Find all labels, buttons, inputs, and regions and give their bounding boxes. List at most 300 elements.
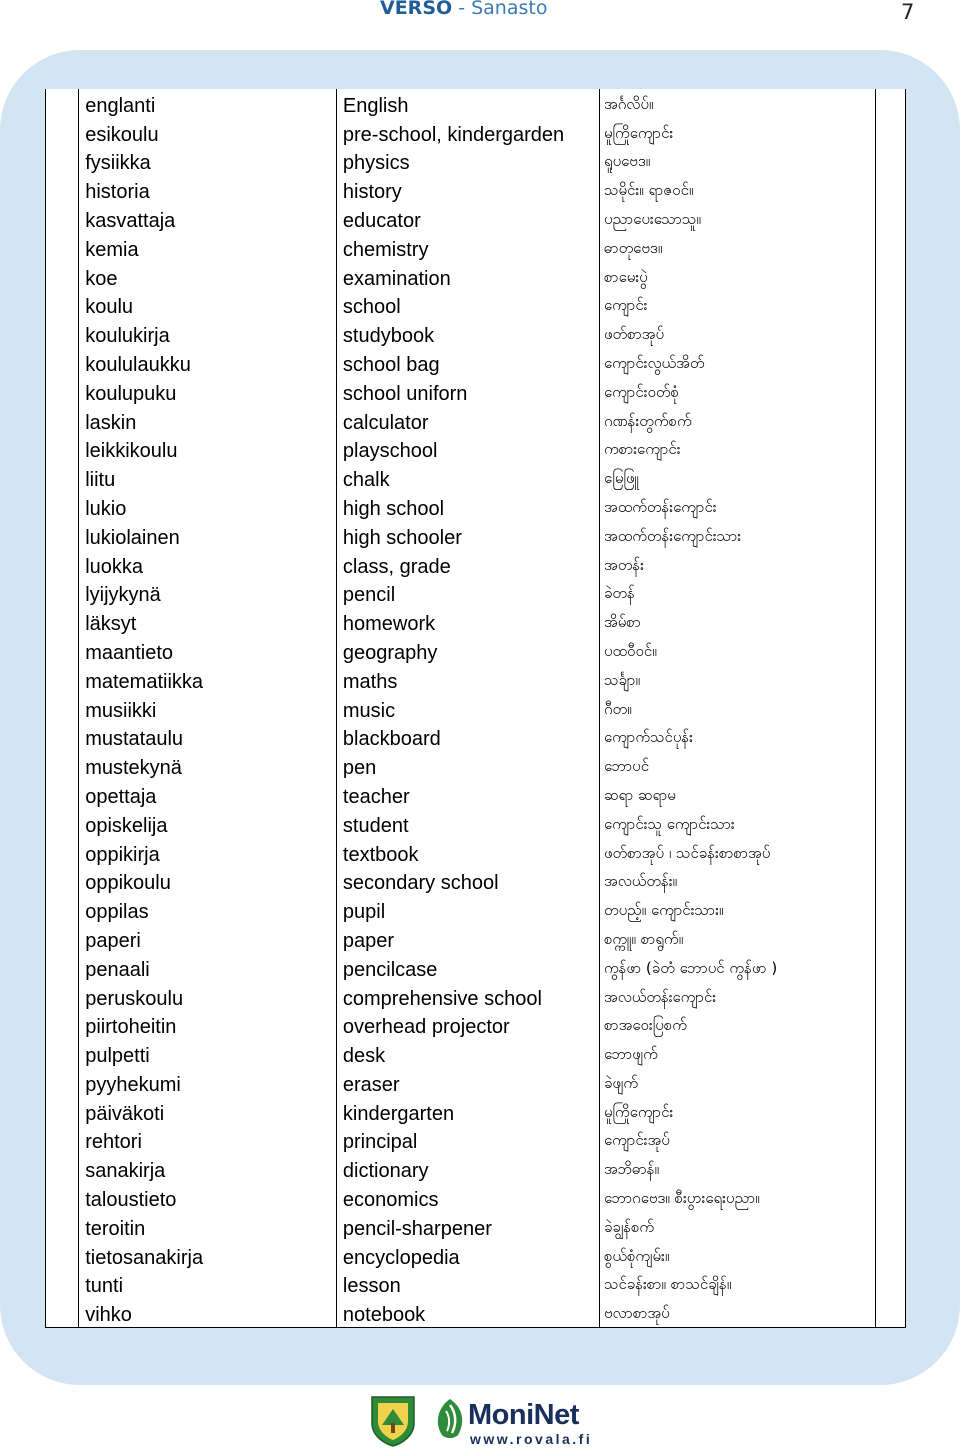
finnish-word: penaali	[85, 958, 150, 981]
finnish-word: englanti	[85, 94, 156, 117]
burmese-word: အထက်တန်းကျောင်း	[603, 497, 717, 516]
english-word-cell	[336, 147, 599, 176]
row-end-cell-cell	[875, 665, 905, 694]
burmese-word-cell	[599, 895, 875, 924]
english-word-cell	[336, 838, 599, 867]
row-end-cell-cell	[875, 1039, 905, 1068]
burmese-word-cell	[599, 1241, 875, 1270]
finnish-word: paperi	[85, 929, 141, 952]
burmese-word-cell	[599, 175, 875, 204]
table-row	[46, 521, 906, 550]
finnish-word: musiikki	[85, 699, 157, 722]
finnish-word-cell	[79, 982, 337, 1011]
burmese-word: စာအဝေးပြစက်	[603, 1016, 687, 1035]
table-row	[46, 607, 906, 636]
burmese-word-cell	[599, 1097, 875, 1126]
row-gutter-cell-cell	[46, 406, 79, 435]
finnish-word: teroitin	[85, 1217, 146, 1240]
row-end-cell-cell	[875, 607, 905, 636]
row-gutter-cell-cell	[46, 780, 79, 809]
finnish-word-cell	[79, 492, 337, 521]
burmese-word: အလယ်တန်း။	[603, 872, 678, 891]
table-row	[46, 579, 906, 608]
burmese-word-cell	[599, 1011, 875, 1040]
row-gutter-cell-cell	[46, 1011, 79, 1040]
table-row	[46, 809, 906, 838]
moninet-logo	[432, 1397, 602, 1452]
english-word: homework	[342, 613, 436, 636]
finnish-word-cell	[79, 694, 337, 723]
english-word: teacher	[342, 785, 410, 808]
finnish-word: pulpetti	[85, 1045, 150, 1068]
english-word-cell	[336, 895, 599, 924]
row-end-cell-cell	[875, 175, 905, 204]
row-gutter-cell-cell	[46, 982, 79, 1011]
english-word: pencil	[342, 584, 396, 607]
table-row	[46, 147, 906, 176]
burmese-word: မူကြိုကျောင်း	[603, 1102, 674, 1121]
row-gutter-cell-cell	[46, 751, 79, 780]
english-word: student	[342, 814, 409, 837]
row-gutter-cell-cell	[46, 89, 79, 118]
table-row	[46, 1270, 906, 1299]
finnish-word: lyijykynä	[85, 584, 161, 607]
burmese-word-cell	[599, 1212, 875, 1241]
burmese-word: သင်ခန်းစာ။ စာသင်ချိန်။	[603, 1275, 732, 1294]
burmese-word: အိမ်စာ	[603, 613, 641, 632]
burmese-word: ခဲတန်	[603, 584, 635, 603]
finnish-word-cell	[79, 262, 337, 291]
english-word: maths	[342, 670, 398, 693]
burmese-word-cell	[599, 204, 875, 233]
brand-name: MoniNet	[468, 1399, 579, 1431]
english-word: history	[342, 181, 402, 204]
burmese-word-cell	[599, 694, 875, 723]
table-row	[46, 406, 906, 435]
finnish-word-cell	[79, 1068, 337, 1097]
burmese-word-cell	[599, 1039, 875, 1068]
row-end-cell-cell	[875, 1241, 905, 1270]
row-gutter-cell-cell	[46, 1068, 79, 1097]
finnish-word: kemia	[85, 238, 139, 261]
finnish-word-cell	[79, 1039, 337, 1068]
burmese-word: စွယ်စုံကျမ်း။	[603, 1246, 670, 1265]
row-end-cell-cell	[875, 838, 905, 867]
row-gutter-cell-cell	[46, 1097, 79, 1126]
row-gutter-cell-cell	[46, 1212, 79, 1241]
row-end-cell-cell	[875, 291, 905, 320]
english-word: desk	[342, 1045, 386, 1068]
row-gutter-cell-cell	[46, 1126, 79, 1155]
header-title-bold: VERSO	[380, 0, 453, 19]
english-word: pupil	[342, 901, 386, 924]
burmese-word-cell	[599, 1068, 875, 1097]
finnish-word: laskin	[85, 411, 137, 434]
row-gutter-cell-cell	[46, 1039, 79, 1068]
english-word-cell	[336, 521, 599, 550]
row-end-cell-cell	[875, 751, 905, 780]
burmese-word-cell	[599, 982, 875, 1011]
english-word: music	[342, 699, 396, 722]
english-word-cell	[336, 953, 599, 982]
burmese-word: ကွန်ဖာ (ခဲတံ ဘောပင် ကွန်ဖာ )	[603, 958, 778, 977]
english-word: calculator	[342, 411, 429, 434]
english-word-cell	[336, 1097, 599, 1126]
burmese-word-cell	[599, 147, 875, 176]
header-title-rest: - Sanasto	[452, 0, 548, 19]
finnish-word-cell	[79, 579, 337, 608]
row-gutter-cell-cell	[46, 262, 79, 291]
finnish-word: rehtori	[85, 1131, 142, 1154]
burmese-word: ဘောပင်	[603, 757, 650, 776]
table-row	[46, 377, 906, 406]
row-end-cell-cell	[875, 492, 905, 521]
english-word-cell	[336, 1126, 599, 1155]
table-row	[46, 175, 906, 204]
finnish-word: mustataulu	[85, 728, 184, 751]
table-row	[46, 233, 906, 262]
english-word: kindergarten	[342, 1102, 455, 1125]
row-end-cell-cell	[875, 406, 905, 435]
burmese-word: ခဲချွန်စက်	[603, 1217, 655, 1236]
english-word-cell	[336, 1011, 599, 1040]
burmese-word-cell	[599, 1154, 875, 1183]
finnish-word-cell	[79, 463, 337, 492]
finnish-word-cell	[79, 175, 337, 204]
english-word-cell	[336, 550, 599, 579]
burmese-word: ခဲဖျက်	[603, 1073, 639, 1092]
row-end-cell-cell	[875, 895, 905, 924]
finnish-word-cell	[79, 377, 337, 406]
table-row	[46, 1212, 906, 1241]
row-end-cell-cell	[875, 89, 905, 118]
english-word: blackboard	[342, 728, 441, 751]
row-gutter-cell-cell	[46, 1241, 79, 1270]
burmese-word-cell	[599, 1270, 875, 1299]
brand-url[interactable]: www.rovala.fi	[470, 1431, 593, 1447]
finnish-word-cell	[79, 780, 337, 809]
vocabulary-table	[45, 89, 906, 1328]
finnish-word-cell	[79, 953, 337, 982]
english-word-cell	[336, 694, 599, 723]
burmese-word: ကျောင်းသူ ကျောင်းသား	[603, 814, 735, 833]
row-gutter-cell-cell	[46, 147, 79, 176]
finnish-word-cell	[79, 147, 337, 176]
burmese-word-cell	[599, 406, 875, 435]
table-row	[46, 550, 906, 579]
finnish-word-cell	[79, 1270, 337, 1299]
row-end-cell-cell	[875, 924, 905, 953]
english-word-cell	[336, 780, 599, 809]
burmese-word-cell	[599, 319, 875, 348]
burmese-word: အလယ်တန်းကျောင်း	[603, 987, 717, 1006]
burmese-word-cell	[599, 607, 875, 636]
table-row	[46, 319, 906, 348]
english-word: encyclopedia	[342, 1246, 460, 1269]
english-word-cell	[336, 118, 599, 147]
english-word: economics	[342, 1189, 439, 1212]
burmese-word-cell	[599, 291, 875, 320]
finnish-word-cell	[79, 89, 337, 118]
finnish-word-cell	[79, 1097, 337, 1126]
table-row	[46, 867, 906, 896]
table-row	[46, 1068, 906, 1097]
finnish-word-cell	[79, 233, 337, 262]
table-row	[46, 1126, 906, 1155]
row-end-cell-cell	[875, 118, 905, 147]
burmese-word: ဓာတုဗေဒ။	[603, 238, 663, 257]
english-word: textbook	[342, 843, 419, 866]
burmese-word-cell	[599, 435, 875, 464]
row-end-cell-cell	[875, 809, 905, 838]
finnish-word-cell	[79, 406, 337, 435]
row-end-cell-cell	[875, 579, 905, 608]
english-word-cell	[336, 607, 599, 636]
row-end-cell-cell	[875, 867, 905, 896]
english-word: dictionary	[342, 1160, 429, 1183]
row-end-cell-cell	[875, 1212, 905, 1241]
finnish-word: historia	[85, 181, 150, 204]
burmese-word-cell	[599, 1126, 875, 1155]
finnish-word: lukio	[85, 497, 127, 520]
header-title	[380, 0, 547, 19]
table-row	[46, 1183, 906, 1212]
finnish-word-cell	[79, 1154, 337, 1183]
row-end-cell-cell	[875, 1011, 905, 1040]
table-row	[46, 780, 906, 809]
row-end-cell-cell	[875, 319, 905, 348]
finnish-word: fysiikka	[85, 152, 151, 175]
row-gutter-cell-cell	[46, 694, 79, 723]
row-gutter-cell-cell	[46, 636, 79, 665]
burmese-word: ဂဏန်းတွက်စက်	[603, 411, 692, 430]
english-word-cell	[336, 406, 599, 435]
burmese-word: အဘိဓာန်။	[603, 1160, 660, 1179]
row-end-cell-cell	[875, 636, 905, 665]
english-word-cell	[336, 809, 599, 838]
row-gutter-cell-cell	[46, 579, 79, 608]
english-word: paper	[342, 929, 395, 952]
finnish-word: päiväkoti	[85, 1102, 165, 1125]
burmese-word: ကျောင်း	[603, 296, 648, 315]
finnish-word: luokka	[85, 555, 144, 578]
burmese-word: ကျောက်သင်ပုန်း	[603, 728, 693, 747]
english-word: secondary school	[342, 872, 499, 895]
page-number: 7	[901, 0, 915, 24]
row-gutter-cell-cell	[46, 377, 79, 406]
row-end-cell-cell	[875, 233, 905, 262]
row-end-cell-cell	[875, 1298, 905, 1327]
row-gutter-cell-cell	[46, 348, 79, 377]
english-word-cell	[336, 492, 599, 521]
finnish-word: esikoulu	[85, 123, 159, 146]
english-word: overhead projector	[342, 1016, 510, 1039]
english-word-cell	[336, 1241, 599, 1270]
english-word: pen	[342, 757, 377, 780]
burmese-word-cell	[599, 665, 875, 694]
finnish-word: opiskelija	[85, 814, 168, 837]
finnish-word-cell	[79, 867, 337, 896]
english-word-cell	[336, 1270, 599, 1299]
burmese-word: မူကြိုကျောင်း	[603, 123, 674, 142]
english-word-cell	[336, 233, 599, 262]
burmese-word: ဗလာစာအုပ်	[603, 1304, 670, 1323]
verso-emblem-icon	[370, 1395, 416, 1447]
row-end-cell-cell	[875, 377, 905, 406]
english-word-cell	[336, 291, 599, 320]
finnish-word-cell	[79, 809, 337, 838]
english-word-cell	[336, 435, 599, 464]
row-gutter-cell-cell	[46, 867, 79, 896]
burmese-word: တပည့်။ ကျောင်းသား။	[603, 901, 724, 920]
row-gutter-cell-cell	[46, 204, 79, 233]
row-end-cell-cell	[875, 1126, 905, 1155]
english-word-cell	[336, 665, 599, 694]
row-gutter-cell-cell	[46, 924, 79, 953]
finnish-word-cell	[79, 1298, 337, 1327]
finnish-word-cell	[79, 550, 337, 579]
english-word: pre-school, kindergarden	[342, 123, 565, 146]
row-gutter-cell-cell	[46, 1270, 79, 1299]
english-word-cell	[336, 348, 599, 377]
row-end-cell-cell	[875, 262, 905, 291]
table-row	[46, 463, 906, 492]
burmese-word: အတန်း	[603, 555, 644, 574]
burmese-word: ကျောင်းလွယ်အိတ်	[603, 353, 705, 372]
english-word: pencilcase	[342, 958, 438, 981]
row-gutter-cell-cell	[46, 118, 79, 147]
burmese-word: ရူပဗေဒ။	[603, 152, 651, 171]
english-word: English	[342, 94, 409, 117]
english-word: high schooler	[342, 526, 462, 549]
english-word: notebook	[342, 1304, 426, 1327]
burmese-word: အင်္ဂလိပ်။	[603, 94, 654, 113]
finnish-word: koulukirja	[85, 325, 170, 348]
table-row	[46, 118, 906, 147]
burmese-word-cell	[599, 262, 875, 291]
finnish-word: peruskoulu	[85, 987, 184, 1010]
english-word-cell	[336, 1212, 599, 1241]
table-row	[46, 348, 906, 377]
burmese-word: ဘောဂဗေဒ။ စီးပွားရေးပညာ။	[603, 1189, 760, 1208]
finnish-word-cell	[79, 924, 337, 953]
table-row	[46, 1097, 906, 1126]
finnish-word: liitu	[85, 469, 116, 492]
english-word-cell	[336, 175, 599, 204]
finnish-word-cell	[79, 895, 337, 924]
moninet-leaf-icon	[432, 1397, 468, 1441]
burmese-word-cell	[599, 579, 875, 608]
english-word: school	[342, 296, 401, 319]
burmese-word-cell	[599, 1298, 875, 1327]
row-end-cell-cell	[875, 550, 905, 579]
finnish-word-cell	[79, 1183, 337, 1212]
row-gutter-cell-cell	[46, 1183, 79, 1212]
burmese-word-cell	[599, 521, 875, 550]
finnish-word-cell	[79, 118, 337, 147]
row-gutter-cell-cell	[46, 1298, 79, 1327]
table-row	[46, 1039, 906, 1068]
table-row	[46, 982, 906, 1011]
english-word-cell	[336, 1298, 599, 1327]
burmese-word-cell	[599, 377, 875, 406]
table-row	[46, 924, 906, 953]
row-end-cell-cell	[875, 204, 905, 233]
row-gutter-cell-cell	[46, 291, 79, 320]
english-word-cell	[336, 723, 599, 752]
burmese-word: စာမေးပွဲ	[603, 267, 648, 286]
row-gutter-cell-cell	[46, 953, 79, 982]
row-end-cell-cell	[875, 723, 905, 752]
finnish-word: koululaukku	[85, 353, 191, 376]
finnish-word-cell	[79, 723, 337, 752]
row-gutter-cell-cell	[46, 319, 79, 348]
row-end-cell-cell	[875, 435, 905, 464]
row-gutter-cell-cell	[46, 1154, 79, 1183]
finnish-word: matematiikka	[85, 670, 204, 693]
row-end-cell-cell	[875, 694, 905, 723]
english-word: high school	[342, 497, 445, 520]
finnish-word-cell	[79, 1126, 337, 1155]
burmese-word-cell	[599, 751, 875, 780]
table-row	[46, 1241, 906, 1270]
english-word: examination	[342, 267, 451, 290]
burmese-word-cell	[599, 780, 875, 809]
english-word: geography	[342, 641, 438, 664]
finnish-word-cell	[79, 636, 337, 665]
row-gutter-cell-cell	[46, 550, 79, 579]
finnish-word: pyyhekumi	[85, 1073, 181, 1096]
row-end-cell-cell	[875, 463, 905, 492]
english-word: educator	[342, 209, 421, 232]
page-header	[0, 0, 960, 24]
table-row	[46, 751, 906, 780]
english-word-cell	[336, 1183, 599, 1212]
english-word-cell	[336, 463, 599, 492]
burmese-word-cell	[599, 867, 875, 896]
finnish-word-cell	[79, 204, 337, 233]
row-gutter-cell-cell	[46, 607, 79, 636]
english-word-cell	[336, 636, 599, 665]
table-row	[46, 492, 906, 521]
row-gutter-cell-cell	[46, 665, 79, 694]
row-gutter-cell-cell	[46, 175, 79, 204]
table-row	[46, 895, 906, 924]
burmese-word-cell	[599, 924, 875, 953]
finnish-word-cell	[79, 291, 337, 320]
table-row	[46, 435, 906, 464]
english-word-cell	[336, 867, 599, 896]
burmese-word-cell	[599, 809, 875, 838]
finnish-word: maantieto	[85, 641, 174, 664]
burmese-word: ဖတ်စာအုပ် ၊ သင်ခန်းစာစာအုပ်	[603, 843, 771, 862]
table-row	[46, 636, 906, 665]
finnish-word: tunti	[85, 1275, 124, 1298]
row-end-cell-cell	[875, 348, 905, 377]
english-word-cell	[336, 924, 599, 953]
table-row	[46, 1298, 906, 1327]
finnish-word: lukiolainen	[85, 526, 180, 549]
burmese-word-cell	[599, 233, 875, 262]
finnish-word: koe	[85, 267, 118, 290]
table-row	[46, 89, 906, 118]
row-end-cell-cell	[875, 1097, 905, 1126]
english-word: comprehensive school	[342, 987, 542, 1010]
burmese-word: မြေဖြူ	[603, 469, 639, 488]
english-word-cell	[336, 377, 599, 406]
burmese-word: ကစားကျောင်း	[603, 440, 681, 459]
table-row	[46, 262, 906, 291]
